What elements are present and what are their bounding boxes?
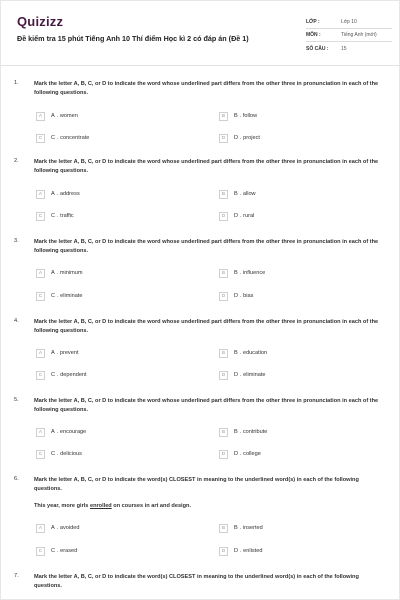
option-letter-box: A [36,190,45,199]
underlined-word: enrolled [89,503,112,509]
option-d[interactable] [219,449,261,459]
option-label: C . concentrate [51,135,90,141]
option-letter-box: A [36,269,45,278]
option-letter-box: C [36,212,45,221]
option-label: B . inserted [234,525,263,531]
option-label: A . prevent [51,350,79,356]
option-letter-box: A [36,349,45,358]
option-label: A . encourage [51,429,87,435]
option-letter-box: B [219,524,228,533]
option-label: C . delicious [51,451,82,457]
option-label: D . college [234,451,261,457]
meta-row-class [306,16,392,29]
option-letter-box: D [219,134,228,143]
meta-table [306,16,392,55]
question-number: 4. [14,318,19,324]
option-c[interactable] [36,133,89,143]
option-b[interactable] [219,523,263,533]
option-letter-box: C [36,371,45,380]
option-letter-box: C [36,134,45,143]
question-text: Mark the letter A, B, C, or D to indicate the word whose underlined part differs from the other three in pronunciation in each of the following questions. [34,81,379,96]
option-letter-box: B [219,428,228,437]
meta-value: 15 [341,45,347,52]
meta-key: LỚP : [306,19,320,25]
option-letter-box: D [219,292,228,301]
question-text: Mark the letter A, B, C, or D to indicate the word whose underlined part differs from the other three in pronunciation in each of the following questions. [34,319,379,334]
option-d[interactable] [219,370,266,380]
option-letter-box: B [219,112,228,121]
option-letter-box: B [219,269,228,278]
option-letter-box: B [219,190,228,199]
meta-value: Tiếng Anh (mới) [341,32,377,38]
option-label: D . enlisted [234,548,263,554]
option-c[interactable] [36,291,83,301]
question-number: 3. [14,238,19,244]
option-label: C . dependent [51,372,87,378]
meta-key: SỐ CÂU : [306,45,329,52]
meta-row-count [306,42,392,55]
option-label: B . follow [234,113,258,119]
option-d[interactable] [219,546,262,556]
option-a[interactable] [36,189,80,199]
question-number: 6. [14,476,19,482]
option-label: B . education [234,350,268,356]
option-letter-box: D [219,371,228,380]
option-label: A . women [51,113,78,119]
option-label: A . address [51,191,80,197]
option-letter-box: D [219,450,228,459]
option-label: C . erased [51,548,78,554]
option-b[interactable] [219,111,257,121]
option-label: C . eliminate [51,293,83,299]
option-a[interactable] [36,348,79,358]
question-text: Mark the letter A, B, C, or D to indicate the word whose underlined part differs from the other three in pronunciation in each of the following questions. [34,239,379,254]
option-b[interactable] [219,189,256,199]
option-label: D . bias [234,293,254,299]
question-text: Mark the letter A, B, C, or D to indicate the word whose underlined part differs from the other three in pronunciation in each of the following questions. [34,398,379,413]
option-label: A . minimum [51,270,83,276]
option-letter-box: A [36,524,45,533]
question-text: Mark the letter A, B, C, or D to indicate the word(s) CLOSEST in meaning to the underlined word(s) in each of the following questions. [34,477,359,492]
option-b[interactable] [219,268,265,278]
meta-key: MÔN : [306,32,321,38]
option-letter-box: C [36,450,45,459]
option-d[interactable] [219,291,253,301]
option-label: B . allow [234,191,256,197]
document-title: Đề kiểm tra 15 phút Tiếng Anh 10 Thí điểm Học kì 2 có đáp án (Đề 1) [17,34,249,43]
question-text: Mark the letter A, B, C, or D to indicate the word whose underlined part differs from the other three in pronunciation in each of the following questions. [34,159,379,174]
meta-value: Lớp 10 [341,19,357,25]
question-number: 1. [14,80,19,86]
option-letter-box: A [36,428,45,437]
option-c[interactable] [36,211,74,221]
header-divider [1,65,400,66]
option-label: A . avoided [51,525,80,531]
question-passage: This year, more girls enrolled on courses in art and design. [34,503,191,509]
option-label: C . traffic [51,213,74,219]
option-a[interactable] [36,268,83,278]
question-number: 5. [14,397,19,403]
option-c[interactable] [36,546,77,556]
option-b[interactable] [219,348,267,358]
quizizz-logo: Quizizz [17,14,64,29]
option-label: B . contribute [234,429,268,435]
option-b[interactable] [219,427,267,437]
meta-row-subject [306,29,392,42]
question-number: 7. [14,573,19,579]
option-a[interactable] [36,111,78,121]
question-number: 2. [14,158,19,164]
option-letter-box: C [36,292,45,301]
option-letter-box: C [36,547,45,556]
option-letter-box: A [36,112,45,121]
option-c[interactable] [36,370,87,380]
option-c[interactable] [36,449,82,459]
option-letter-box: D [219,547,228,556]
option-label: B . influence [234,270,266,276]
option-letter-box: D [219,212,228,221]
option-label: D . rural [234,213,255,219]
question-text: Mark the letter A, B, C, or D to indicate the word(s) CLOSEST in meaning to the underlined word(s) in each of the following questions. [34,574,359,589]
option-a[interactable] [36,523,79,533]
option-letter-box: B [219,349,228,358]
option-label: D . project [234,135,260,141]
option-d[interactable] [219,211,254,221]
option-a[interactable] [36,427,86,437]
option-label: D . eliminate [234,372,266,378]
option-d[interactable] [219,133,260,143]
